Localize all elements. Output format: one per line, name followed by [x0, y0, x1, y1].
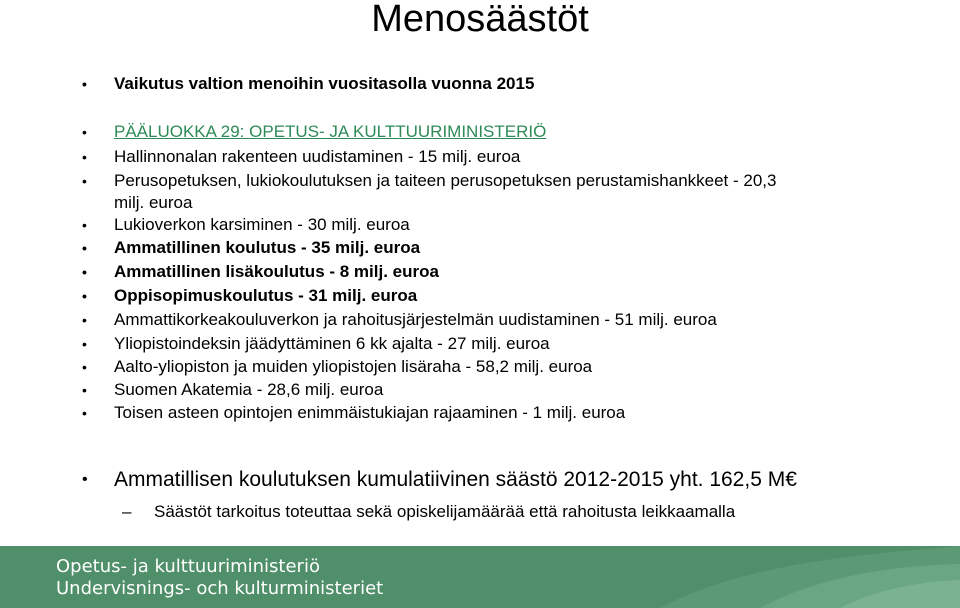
dash-icon: – [122, 502, 132, 521]
slide-title: Menosäästöt [371, 0, 589, 40]
bullet-icon: • [82, 264, 87, 280]
ministry-name [56, 556, 383, 600]
bullet-icon: • [82, 217, 87, 233]
bullet-icon: • [82, 336, 87, 352]
list-item-text: Oppisopimuskoulutus - 31 milj. euroa [114, 286, 418, 305]
bullet-icon: • [82, 288, 87, 304]
ministry-name-finnish: Opetus- ja kulttuuriministeriö [56, 556, 320, 577]
bullet-icon: • [82, 405, 87, 421]
list-item-text: Ammatillinen koulutus - 35 milj. euroa [114, 238, 421, 257]
footer-decoration [540, 546, 960, 608]
list-item-text: Ammattikorkeakouluverkon ja rahoitusjärjestelmän uudistaminen - 51 milj. euroa [114, 310, 717, 329]
bullet-icon: • [82, 149, 87, 165]
bullet-icon: • [82, 382, 87, 398]
list-item-text: Suomen Akatemia - 28,6 milj. euroa [114, 380, 384, 399]
list-item-text: Vaikutus valtion menoihin vuositasolla vuonna 2015 [114, 74, 535, 93]
list-item-text: Ammatillinen lisäkoulutus - 8 milj. euroa [114, 262, 439, 281]
footer-banner [0, 546, 960, 608]
list-item-text: milj. euroa [114, 193, 193, 212]
bullet-icon: • [82, 312, 87, 328]
list-item-text: Aalto-yliopiston ja muiden yliopistojen lisäraha - 58,2 milj. euroa [114, 357, 593, 376]
bullet-icon: • [82, 173, 87, 189]
list-item-text: Perusopetuksen, lukiokoulutuksen ja taiteen perusopetuksen perustamishankkeet - 20,3 [114, 171, 777, 190]
list-item-text: PÄÄLUOKKA 29: OPETUS- JA KULTTUURIMINISTERIÖ [114, 122, 547, 141]
bullet-icon: • [82, 76, 87, 92]
bullet-icon: • [82, 240, 87, 256]
bullet-icon: • [82, 359, 87, 375]
list-item-text: Yliopistoindeksin jäädyttäminen 6 kk ajalta - 27 milj. euroa [114, 334, 550, 353]
list-item-text: Toisen asteen opintojen enimmäistukiajan rajaaminen - 1 milj. euroa [114, 403, 626, 422]
bullet-icon: • [82, 124, 87, 140]
ministry-name-swedish: Undervisnings- och kulturministeriet [56, 578, 384, 599]
summary-text: Ammatillisen koulutuksen kumulatiivinen säästö 2012-2015 yht. 162,5 M€ [114, 468, 797, 491]
list-item-text: Hallinnonalan rakenteen uudistaminen - 15 milj. euroa [114, 147, 521, 166]
summary-sub-text: Säästöt tarkoitus toteuttaa sekä opiskelijamäärää että rahoitusta leikkaamalla [154, 502, 736, 521]
list-item-text: Lukioverkon karsiminen - 30 milj. euroa [114, 215, 410, 234]
bullet-icon: • [82, 471, 88, 488]
